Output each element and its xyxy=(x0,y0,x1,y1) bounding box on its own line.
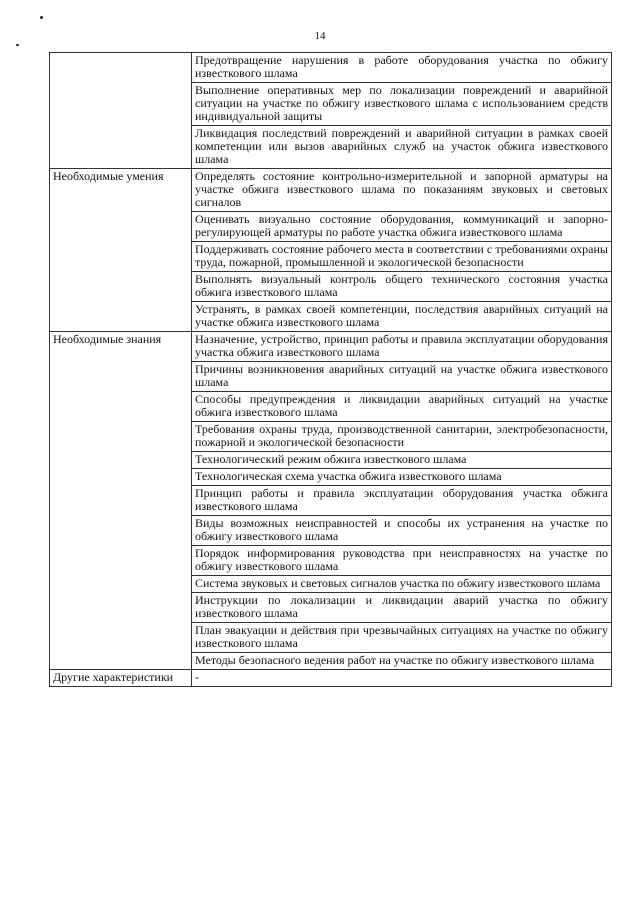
scan-speck xyxy=(16,44,19,46)
section-label-cell xyxy=(50,53,192,169)
table-row xyxy=(50,53,612,83)
section-label: Необходимые умения xyxy=(53,169,164,183)
section-label-cell xyxy=(50,670,192,687)
competency-table xyxy=(49,52,612,687)
section-label-cell xyxy=(50,332,192,670)
item-cell: Выполнение оперативных мер по локализации повреждений и аварийной ситуации на участке по обжигу известкового шлама с использованием средств индивидуальной защиты xyxy=(192,83,612,126)
item-cell: Выполнять визуальный контроль общего технического состояния участка обжига известкового шлама xyxy=(192,272,612,302)
item-cell: Система звуковых и световых сигналов участка по обжигу известкового шлама xyxy=(192,576,612,593)
table-row xyxy=(50,169,612,212)
item-cell: Принцип работы и правила эксплуатации оборудования участка обжига известкового шлама xyxy=(192,486,612,516)
item-cell: Требования охраны труда, производственной санитарии, электробезопасности, пожарной и экологической безопасности xyxy=(192,422,612,452)
section-label: Необходимые знания xyxy=(53,332,162,346)
item-cell: Определять состояние контрольно-измерительной и запорной арматуры на участке обжига известкового шлама по показаниям звуковых и световых сигналов xyxy=(192,169,612,212)
item-cell: Причины возникновения аварийных ситуаций на участке обжига известкового шлама xyxy=(192,362,612,392)
item-cell: Устранять, в рамках своей компетенции, последствия аварийных ситуаций на участке обжига известкового шлама xyxy=(192,302,612,332)
item-cell: Виды возможных неисправностей и способы их устранения на участке по обжигу известкового шлама xyxy=(192,516,612,546)
item-cell: Инструкции по локализации и ликвидации аварий участка по обжигу известкового шлама xyxy=(192,593,612,623)
item-cell: Методы безопасного ведения работ на участке по обжигу известкового шлама xyxy=(192,653,612,670)
item-cell: Назначение, устройство, принцип работы и правила эксплуатации оборудования участка обжига известкового шлама xyxy=(192,332,612,362)
table-body xyxy=(50,53,612,687)
item-cell: План эвакуации и действия при чрезвычайных ситуациях на участке по обжигу известкового шлама xyxy=(192,623,612,653)
item-cell: Ликвидация последствий повреждений и аварийной ситуации в рамках своей компетенции или вызов аварийных служб на участок обжига известкового шлама xyxy=(192,126,612,169)
item-cell: - xyxy=(192,670,612,687)
section-label-cell xyxy=(50,169,192,332)
page-number: 14 xyxy=(314,30,326,42)
item-cell: Оценивать визуально состояние оборудования, коммуникаций и запорно-регулирующей арматуры по работе участка обжига известкового шлама xyxy=(192,212,612,242)
table-row xyxy=(50,670,612,687)
table-row xyxy=(50,332,612,362)
item-cell: Поддерживать состояние рабочего места в соответствии с требованиями охраны труда, пожарной, промышленной и экологической безопасности xyxy=(192,242,612,272)
item-cell: Технологическая схема участка обжига известкового шлама xyxy=(192,469,612,486)
scan-speck xyxy=(40,16,43,19)
section-label: Другие характеристики xyxy=(53,670,174,684)
item-cell: Предотвращение нарушения в работе оборудования участка по обжигу известкового шлама xyxy=(192,53,612,83)
item-cell: Технологический режим обжига известкового шлама xyxy=(192,452,612,469)
item-cell: Порядок информирования руководства при неисправностях на участке по обжигу известкового шлама xyxy=(192,546,612,576)
item-cell: Способы предупреждения и ликвидации аварийных ситуаций на участке обжига известкового шлама xyxy=(192,392,612,422)
